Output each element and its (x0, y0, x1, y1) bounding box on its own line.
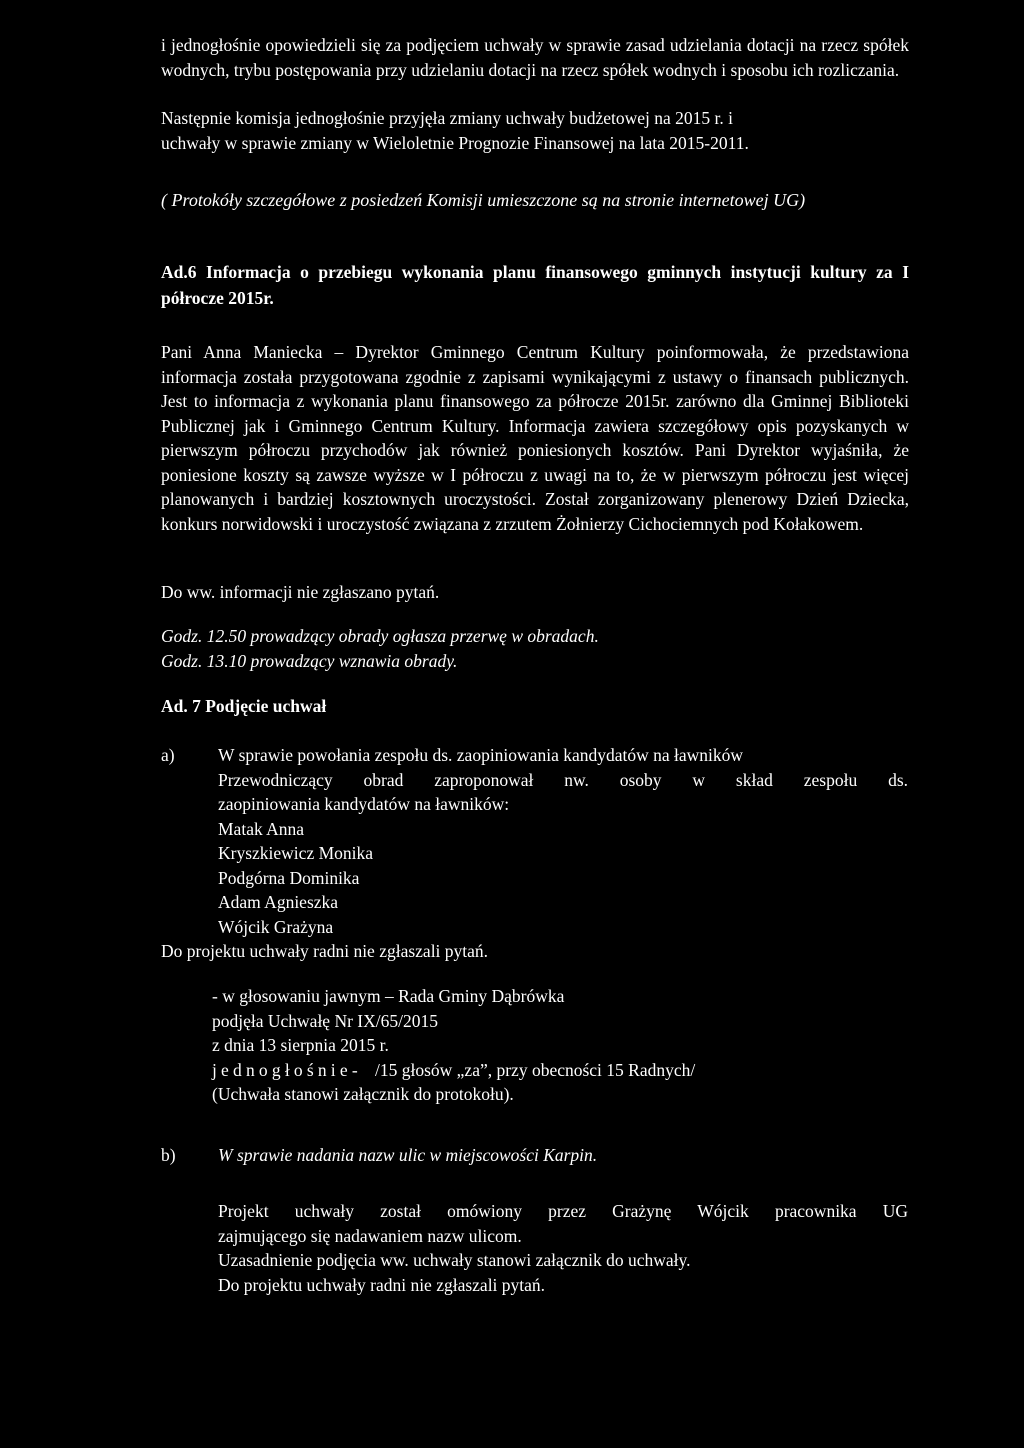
item-a-proposal-line-2: zaopiniowania kandydatów na ławników: (218, 794, 510, 814)
item-b-line-4: Do projektu uchwały radni nie zgłaszali pytań. (218, 1274, 546, 1295)
ad6-paragraph: Pani Anna Maniecka – Dyrektor Gminnego Centrum Kultury poinformowała, że przedstawiona informacja została przygotowana zgodnie z zapisami wynikającymi z ustawy o finansach publicznych. Jest to informacja z wykonania planu finansowego za półrocze 2015r. zarówno dla Gminnej Biblioteki Publicznej jak i Gminnego Centrum Kultury. Informacja zawiera szczegółowy opis pozyskanych w pierwszym półroczu przychodów jak również poniesionych kosztów. Pani Dyrektor wyjaśniła, że poniesione koszty są zawsze wyższe w I półroczu z uwagi na to, że w pierwszym półroczu jest więcej planowanych i bardziej kosztownych uroczystości. Został zorganizowany plenerowy Dzień Dziecka, konkurs norwidowski i uroczystość związana z zrzutem Żołnierzy Cichociemnych pod Kołakowem. (161, 342, 909, 534)
member-name: Wójcik Grażyna (218, 916, 334, 937)
vote-result (212, 984, 902, 1107)
budget-paragraph (161, 106, 909, 155)
member-name: Podgórna Dominika (218, 867, 360, 888)
item-a-proposal-line-1: Przewodniczący obrad zaproponował nw. osoby w skład zespołu ds. (218, 769, 908, 790)
protocol-note: ( Protokóły szczegółowe z posiedzeń Komisji umieszczone są na stronie internetowej UG) (161, 190, 806, 210)
resolution-number: podjęła Uchwałę Nr IX/65/2015 (212, 1010, 438, 1031)
item-b-line-3: Uzasadnienie podjęcia ww. uchwały stanowi załącznik do uchwały. (218, 1250, 691, 1270)
resolution-date: z dnia 13 sierpnia 2015 r. (212, 1035, 389, 1055)
item-a-title: W sprawie powołania zespołu ds. zaopiniowania kandydatów na ławników (218, 745, 744, 765)
item-a-no-questions: Do projektu uchwały radni nie zgłaszali pytań. (161, 941, 489, 961)
item-a-content (218, 743, 908, 939)
vote-count-line (212, 1058, 902, 1083)
item-b-title: W sprawie nadania nazw ulic w miejscowości Karpin. (218, 1145, 598, 1165)
ad6-no-questions: Do ww. informacji nie zgłaszano pytań. (161, 582, 440, 602)
resume-line: Godz. 13.10 prowadzący wznawia obrady. (161, 650, 458, 671)
item-a-label: a) (161, 745, 175, 765)
intro-paragraph: i jednogłośnie opowiedzieli się za podjęciem uchwały w sprawie zasad udzielania dotacji na rzecz spółek wodnych, trybu postępowania przy udzielaniu dotacji na rzecz spółek wodnych i sposobu ich rozliczania. (161, 35, 909, 80)
break-notice (161, 624, 909, 673)
item-b-line-1: Projekt uchwały został omówiony przez Grażynę Wójcik pracownika UG (218, 1201, 908, 1221)
member-name: Kryszkiewicz Monika (218, 843, 374, 863)
unanimous-label: jednogłośnie- (212, 1059, 362, 1080)
item-b-line-2: zajmującego się nadawaniem nazw ulicom. (218, 1225, 522, 1246)
ad6-heading: Ad.6 Informacja o przebiegu wykonania planu finansowego gminnych instytucji kultury za I półrocze 2015r. (161, 262, 909, 308)
budget-line-1: Następnie komisja jednogłośnie przyjęła zmiany uchwały budżetowej na 2015 r. i (161, 108, 733, 128)
vote-line-1: - w głosowaniu jawnym – Rada Gminy Dąbrówka (212, 986, 565, 1006)
member-name: Adam Agnieszka (218, 892, 339, 912)
item-b-label: b) (161, 1145, 176, 1165)
ad7-heading: Ad. 7 Podjęcie uchwał (161, 696, 327, 716)
item-b-content (218, 1199, 908, 1297)
attachment-note: (Uchwała stanowi załącznik do protokołu). (212, 1084, 514, 1104)
vote-count: /15 głosów „za”, przy obecności 15 Radnych/ (374, 1059, 696, 1080)
budget-line-2: uchwały w sprawie zmiany w Wieloletnie Prognozie Finansowej na lata 2015-2011. (161, 132, 749, 153)
member-name: Matak Anna (218, 818, 305, 839)
break-line: Godz. 12.50 prowadzący obrady ogłasza przerwę w obradach. (161, 626, 599, 646)
